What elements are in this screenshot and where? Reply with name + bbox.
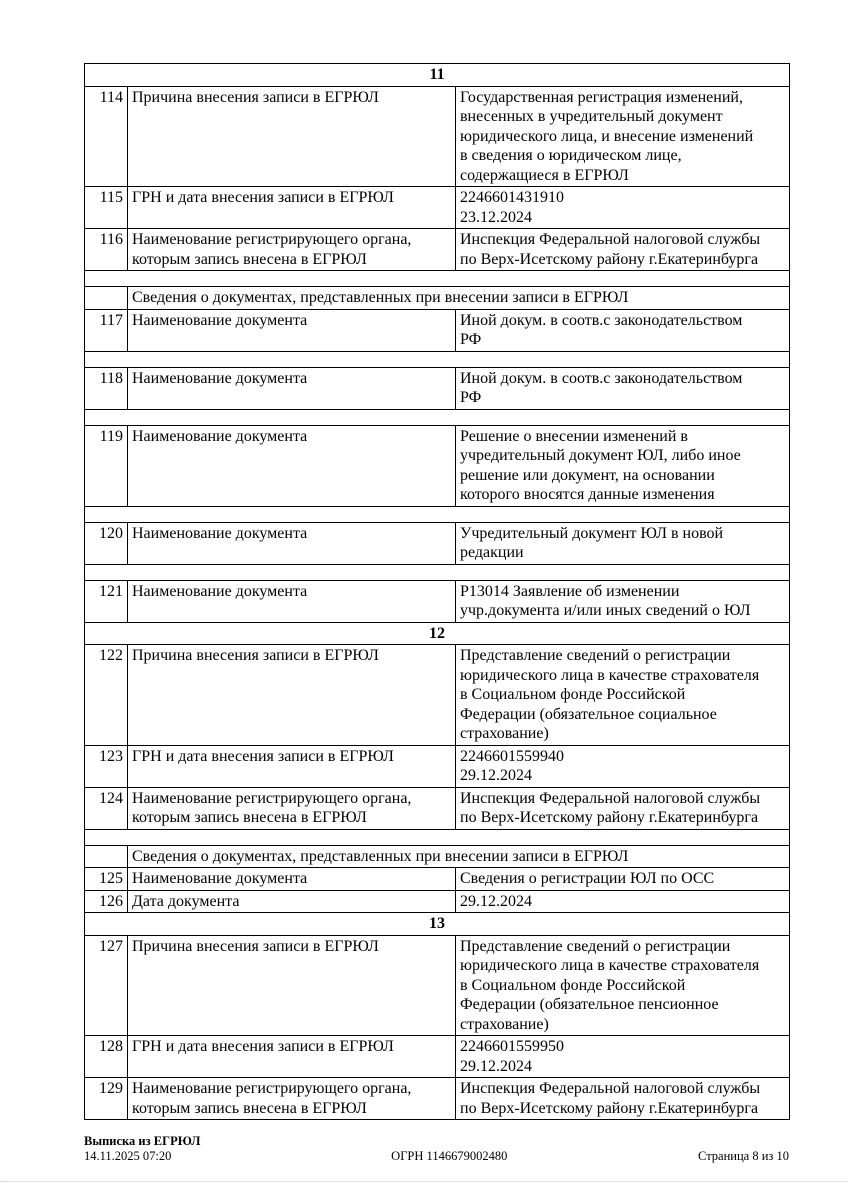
record-value-line: юридического лица, и внесение изменений bbox=[460, 127, 754, 145]
record-value-line: Инспекция Федеральной налоговой службы bbox=[460, 1080, 761, 1097]
record-value-line: по Верх-Исетскому району г.Екатеринбурга bbox=[460, 1099, 759, 1117]
record-row-122 bbox=[85, 645, 790, 746]
subheader-row bbox=[85, 845, 790, 868]
record-value-line: Федерации (обязательное социальное bbox=[460, 705, 717, 723]
spacer-row bbox=[85, 829, 790, 845]
record-value bbox=[456, 580, 790, 622]
egrul-records-table bbox=[84, 63, 790, 1120]
record-row-129 bbox=[85, 1078, 790, 1120]
record-number: 117 bbox=[85, 309, 128, 351]
documents-subheader-label: Сведения о документах, представленных при внесении записи в ЕГРЮЛ bbox=[128, 287, 790, 310]
record-number: 128 bbox=[85, 1036, 128, 1078]
record-value-line: Инспекция Федеральной налоговой службы bbox=[460, 789, 761, 807]
egrul-table-body bbox=[85, 64, 790, 1120]
record-row-118 bbox=[85, 367, 790, 409]
record-value-line: в Социальном фонде Российской bbox=[460, 976, 686, 994]
record-label: Наименование документа bbox=[128, 309, 456, 351]
record-number: 116 bbox=[85, 229, 128, 271]
record-value-line: юридического лица в качестве страхователя bbox=[460, 957, 760, 974]
record-row-115 bbox=[85, 187, 790, 229]
record-number: 125 bbox=[85, 868, 128, 891]
section-row bbox=[85, 64, 790, 87]
record-value-line: 29.12.2024 bbox=[460, 1057, 532, 1075]
section-number: 12 bbox=[85, 622, 790, 645]
spacer-row bbox=[85, 409, 790, 425]
spacer-cell bbox=[85, 829, 790, 845]
record-label: ГРН и дата внесения записи в ЕГРЮЛ bbox=[128, 187, 456, 229]
record-value-line: РФ bbox=[460, 389, 482, 406]
record-label: Наименование регистрирующего органа, которым запись внесена в ЕГРЮЛ bbox=[128, 1078, 456, 1120]
footer-page-number: Страница 8 из 10 bbox=[698, 1149, 789, 1163]
spacer-cell bbox=[85, 564, 790, 580]
record-value-line: по Верх-Исетскому району г.Екатеринбурга bbox=[460, 809, 759, 826]
record-value-line: Иной докум. в соотв.с законодательством bbox=[460, 311, 743, 329]
section-number: 13 bbox=[85, 913, 790, 936]
record-row-121 bbox=[85, 580, 790, 622]
record-value-line: Инспекция Федеральной налоговой службы bbox=[460, 231, 761, 248]
record-value-line: 29.12.2024 bbox=[460, 892, 532, 910]
record-row-120 bbox=[85, 522, 790, 564]
record-row-116 bbox=[85, 229, 790, 271]
section-number: 11 bbox=[85, 64, 790, 87]
record-value bbox=[456, 868, 790, 891]
record-value-line: 2246601559950 bbox=[460, 1038, 564, 1055]
record-label: ГРН и дата внесения записи в ЕГРЮЛ bbox=[128, 745, 456, 787]
record-label: Наименование регистрирующего органа, которым запись внесена в ЕГРЮЛ bbox=[128, 787, 456, 829]
record-value-line: учредительный документ ЮЛ, либо иное bbox=[460, 447, 741, 464]
record-value-line: по Верх-Исетскому району г.Екатеринбурга bbox=[460, 250, 759, 268]
record-value bbox=[456, 787, 790, 829]
record-label: ГРН и дата внесения записи в ЕГРЮЛ bbox=[128, 1036, 456, 1078]
record-value bbox=[456, 522, 790, 564]
record-number: 121 bbox=[85, 580, 128, 622]
record-value bbox=[456, 1036, 790, 1078]
record-value-line: редакции bbox=[460, 544, 524, 561]
spacer-row bbox=[85, 564, 790, 580]
record-row-125 bbox=[85, 868, 790, 891]
record-row-123 bbox=[85, 745, 790, 787]
record-value-line: страхование) bbox=[460, 1015, 549, 1033]
record-label: Причина внесения записи в ЕГРЮЛ bbox=[128, 645, 456, 746]
footer-doc-title: Выписка из ЕГРЮЛ bbox=[84, 1134, 201, 1148]
spacer-row bbox=[85, 506, 790, 522]
subheader-empty-cell bbox=[85, 845, 128, 868]
record-row-126 bbox=[85, 890, 790, 913]
record-value-line: Р13014 Заявление об изменении bbox=[460, 582, 680, 600]
record-value-line: содержащиеся в ЕГРЮЛ bbox=[460, 166, 629, 184]
subheader-empty-cell bbox=[85, 287, 128, 310]
record-value-line: РФ bbox=[460, 331, 482, 348]
record-number: 115 bbox=[85, 187, 128, 229]
record-label: Причина внесения записи в ЕГРЮЛ bbox=[128, 86, 456, 187]
record-value-line: в сведения о юридическом лице, bbox=[460, 147, 682, 164]
record-value-line: Учредительный документ ЮЛ в новой bbox=[460, 524, 724, 542]
footer-datetime: 14.11.2025 07:20 bbox=[84, 1149, 172, 1163]
documents-subheader-label: Сведения о документах, представленных при внесении записи в ЕГРЮЛ bbox=[128, 845, 790, 868]
spacer-cell bbox=[85, 506, 790, 522]
record-value-line: 29.12.2024 bbox=[460, 767, 532, 784]
record-value bbox=[456, 745, 790, 787]
record-value bbox=[456, 309, 790, 351]
record-row-117 bbox=[85, 309, 790, 351]
record-value-line: учр.документа и/или иных сведений о ЮЛ bbox=[460, 602, 751, 619]
record-value-line: которого вносятся данные изменения bbox=[460, 486, 715, 503]
record-label: Наименование регистрирующего органа, которым запись внесена в ЕГРЮЛ bbox=[128, 229, 456, 271]
spacer-cell bbox=[85, 351, 790, 367]
record-value-line: Государственная регистрация изменений, bbox=[460, 88, 743, 106]
record-label: Наименование документа bbox=[128, 425, 456, 506]
spacer-row bbox=[85, 271, 790, 287]
record-number: 120 bbox=[85, 522, 128, 564]
record-number: 119 bbox=[85, 425, 128, 506]
record-value-line: Иной докум. в соотв.с законодательством bbox=[460, 369, 743, 387]
record-label: Дата документа bbox=[128, 890, 456, 913]
record-number: 114 bbox=[85, 86, 128, 187]
record-number: 118 bbox=[85, 367, 128, 409]
record-number: 123 bbox=[85, 745, 128, 787]
record-value-line: решение или документ, на основании bbox=[460, 466, 715, 484]
section-row bbox=[85, 622, 790, 645]
footer-ogrn: ОГРН 1146679002480 bbox=[391, 1149, 508, 1163]
footer-left-block bbox=[84, 1134, 200, 1164]
record-row-127 bbox=[85, 935, 790, 1036]
record-value-line: Представление сведений о регистрации bbox=[460, 937, 731, 955]
record-value bbox=[456, 187, 790, 229]
record-number: 122 bbox=[85, 645, 128, 746]
record-label: Наименование документа bbox=[128, 367, 456, 409]
record-value-line: юридического лица в качестве страхователя bbox=[460, 666, 760, 684]
record-row-114 bbox=[85, 86, 790, 187]
spacer-row bbox=[85, 351, 790, 367]
subheader-row bbox=[85, 287, 790, 310]
record-value-line: в Социальном фонде Российской bbox=[460, 686, 686, 703]
record-value bbox=[456, 229, 790, 271]
record-value-line: 23.12.2024 bbox=[460, 208, 532, 226]
record-value-line: Сведения о регистрации ЮЛ по ОСС bbox=[460, 870, 715, 887]
page-footer bbox=[84, 1134, 789, 1164]
record-number: 129 bbox=[85, 1078, 128, 1120]
record-row-119 bbox=[85, 425, 790, 506]
record-number: 126 bbox=[85, 890, 128, 913]
record-value bbox=[456, 935, 790, 1036]
record-row-124 bbox=[85, 787, 790, 829]
record-value bbox=[456, 890, 790, 913]
record-value bbox=[456, 367, 790, 409]
record-label: Наименование документа bbox=[128, 522, 456, 564]
record-value bbox=[456, 645, 790, 746]
record-label: Причина внесения записи в ЕГРЮЛ bbox=[128, 935, 456, 1036]
scan-edge-line bbox=[0, 1181, 848, 1182]
record-value bbox=[456, 1078, 790, 1120]
record-row-128 bbox=[85, 1036, 790, 1078]
record-value-line: 2246601431910 bbox=[460, 189, 564, 206]
spacer-cell bbox=[85, 271, 790, 287]
record-number: 127 bbox=[85, 935, 128, 1036]
spacer-cell bbox=[85, 409, 790, 425]
record-value bbox=[456, 86, 790, 187]
record-value-line: страхование) bbox=[460, 725, 549, 742]
record-value-line: Решение о внесении изменений в bbox=[460, 427, 688, 445]
record-number: 124 bbox=[85, 787, 128, 829]
record-value bbox=[456, 425, 790, 506]
record-label: Наименование документа bbox=[128, 580, 456, 622]
record-value-line: внесенных в учредительный документ bbox=[460, 108, 723, 125]
record-value-line: Федерации (обязательное пенсионное bbox=[460, 996, 719, 1013]
record-label: Наименование документа bbox=[128, 868, 456, 891]
record-value-line: Представление сведений о регистрации bbox=[460, 647, 731, 664]
section-row bbox=[85, 913, 790, 936]
record-value-line: 2246601559940 bbox=[460, 747, 564, 765]
